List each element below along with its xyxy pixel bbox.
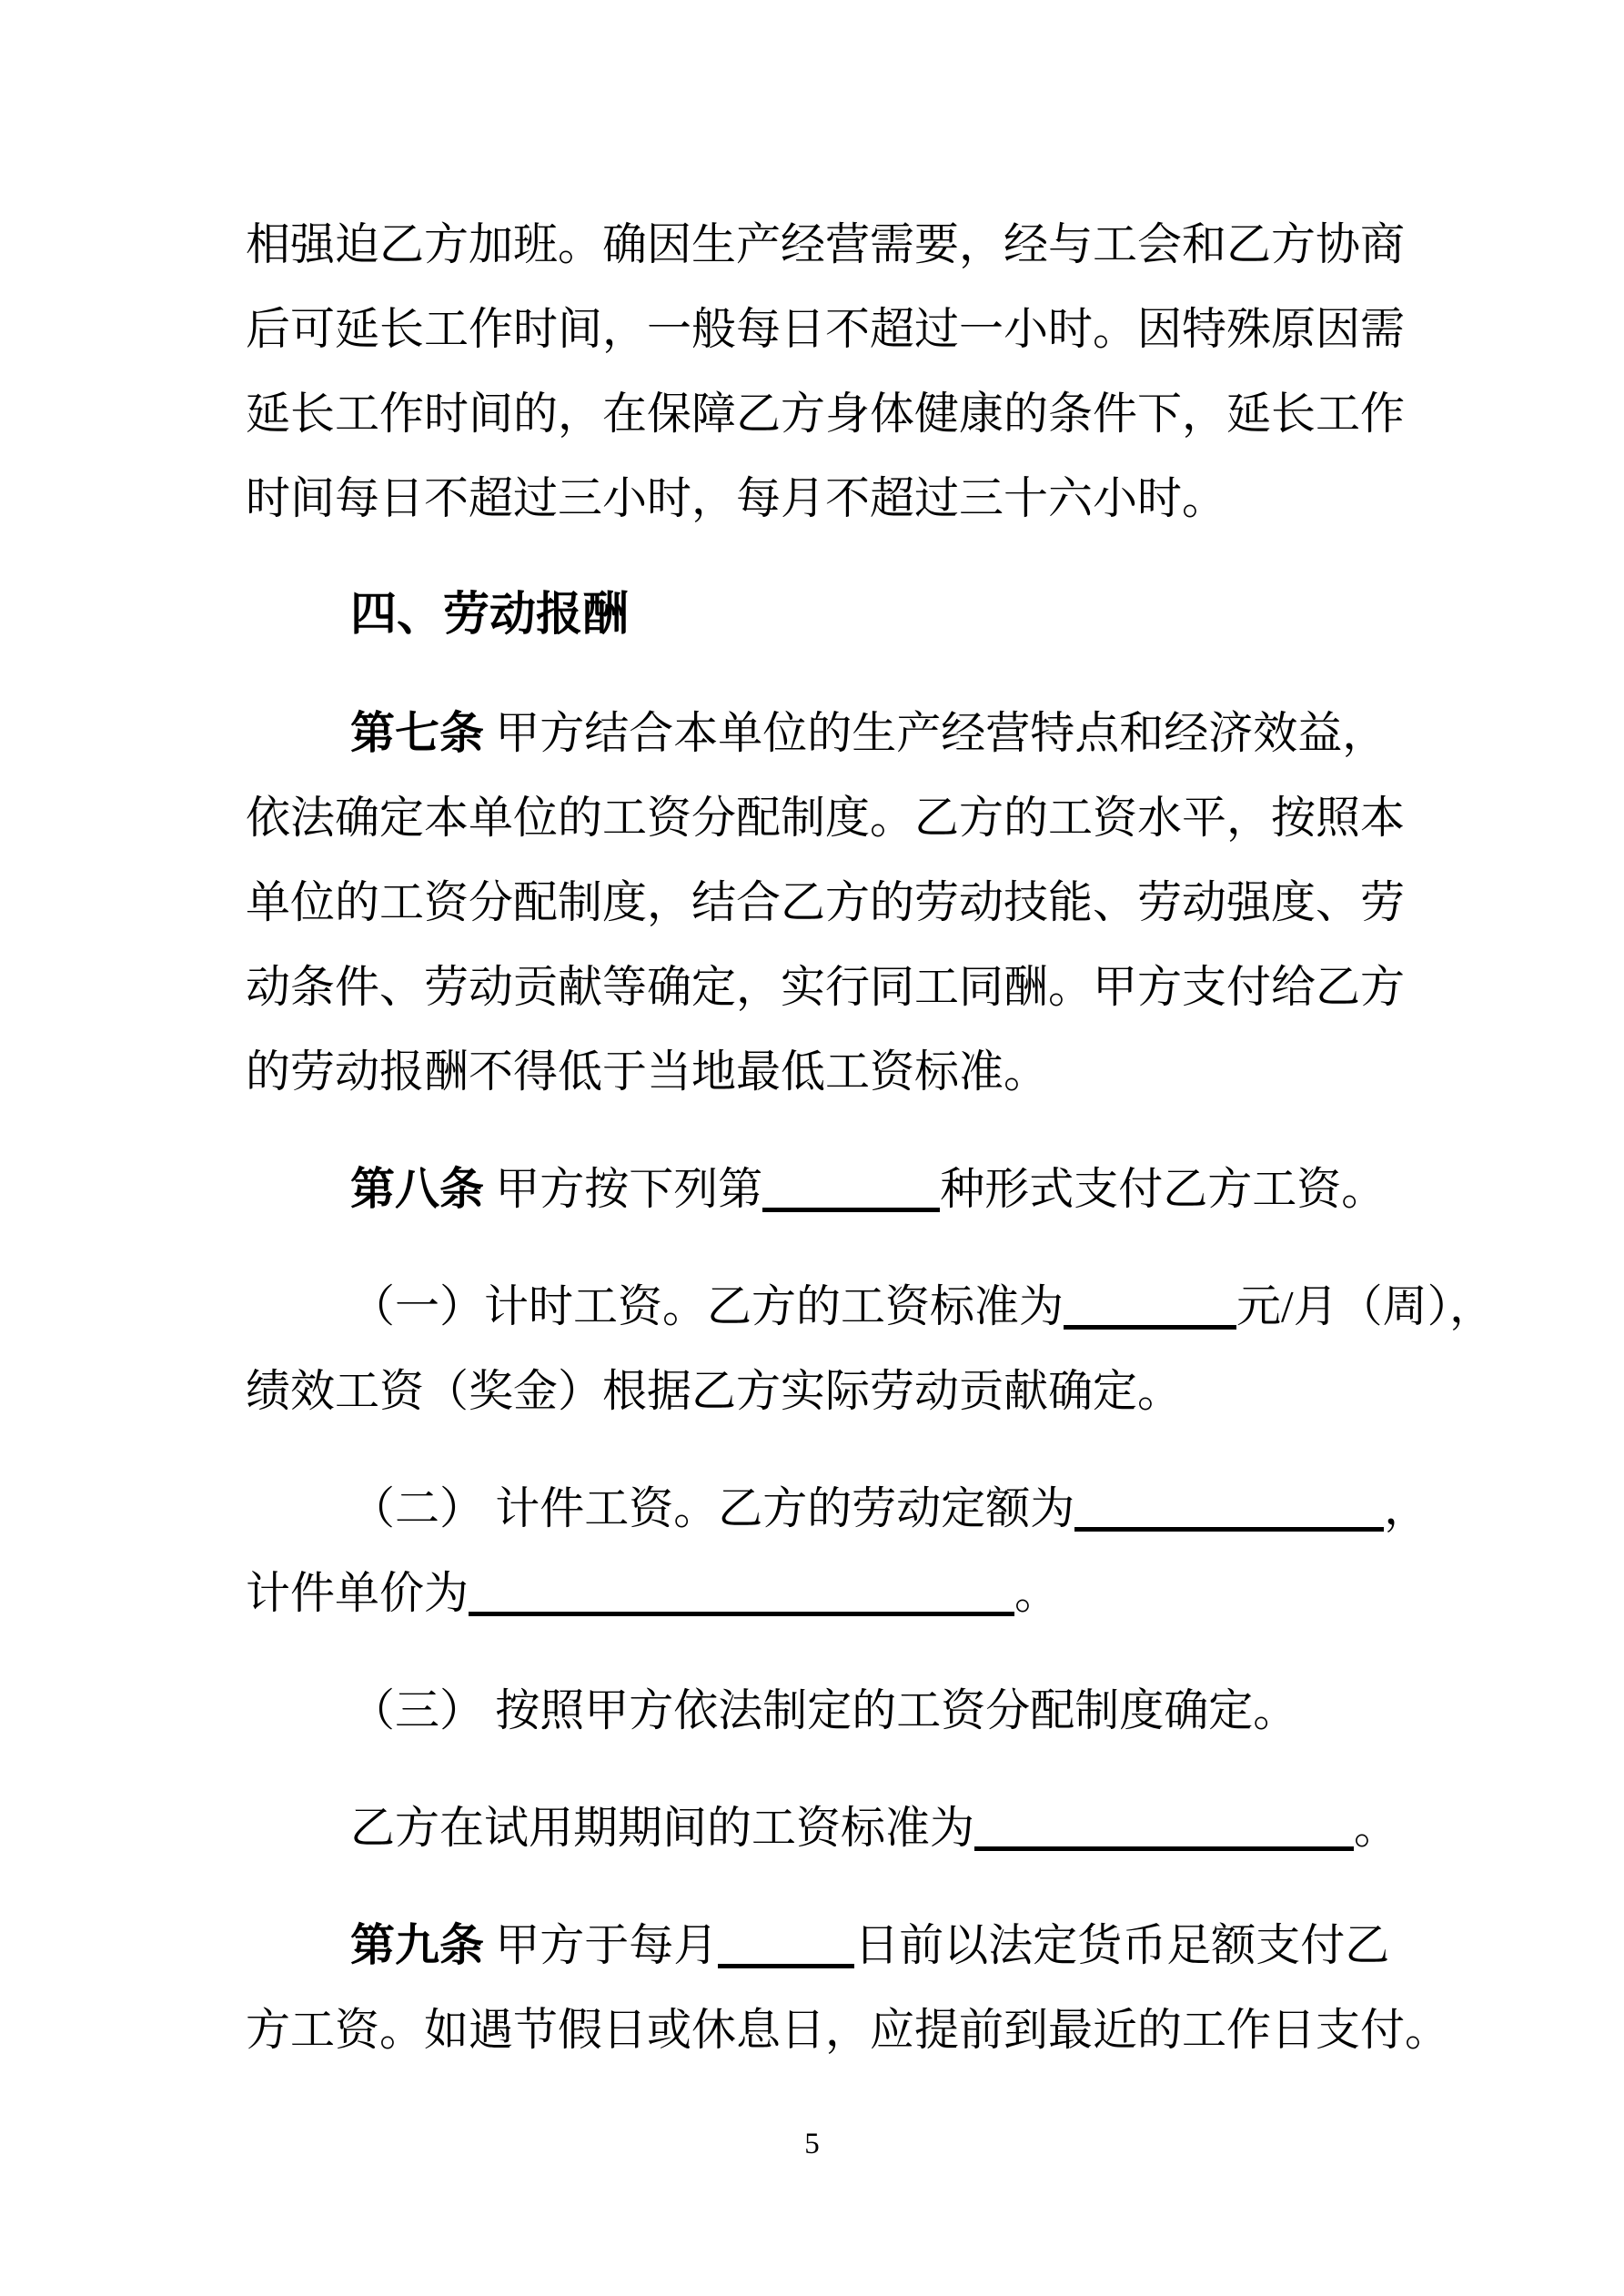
blank-underline-field [974, 1805, 1354, 1851]
blank-underline-field [718, 1922, 854, 1968]
text-segment: 计件单价为 [246, 1568, 469, 1618]
text-segment: 元/月（周）， [1236, 1281, 1495, 1331]
text-segment: （三） 按照甲方依法制定的工资分配制度确定。 [350, 1685, 1298, 1735]
text-segment: 第八条 [350, 1164, 485, 1214]
text-segment: 相强迫乙方加班。确因生产经营需要，经与工会和乙方协商 [246, 219, 1406, 269]
page-number: 5 [804, 2128, 820, 2160]
paragraph [246, 1466, 1429, 1635]
text-line [246, 371, 1410, 456]
text-line [246, 860, 1410, 945]
text-line [246, 287, 1410, 371]
paragraph [246, 1668, 1410, 1753]
text-line [246, 1988, 1450, 2072]
paragraph [246, 202, 1410, 541]
text-line [246, 691, 1410, 775]
text-segment: 动条件、劳动贡献等确定，实行同工同酬。甲方支付给乙方 [246, 962, 1406, 1012]
text-segment: 。 [1354, 1803, 1399, 1853]
paragraph [246, 1147, 1410, 1231]
document-content [246, 202, 1495, 2072]
blank-underline-field [1064, 1283, 1236, 1330]
text-segment: 延长工作时间的，在保障乙方身体健康的条件下，延长工作 [246, 389, 1406, 439]
text-line [246, 573, 1410, 658]
section-heading [246, 573, 1410, 658]
text-segment: 。 [1014, 1568, 1060, 1618]
text-segment: 甲方于每月 [484, 1920, 719, 1970]
text-line [246, 775, 1410, 860]
paragraph [246, 691, 1410, 1114]
text-line [246, 1903, 1410, 1988]
paragraph [246, 1264, 1495, 1433]
text-line [246, 1668, 1410, 1753]
text-segment: 甲方结合本单位的生产经营特点和经济效益， [484, 708, 1387, 758]
text-line [246, 456, 1410, 541]
text-segment: 第九条 [350, 1920, 485, 1970]
text-segment: 种形式支付乙方工资。 [940, 1164, 1387, 1214]
paragraph [246, 1785, 1410, 1870]
text-segment: 依法确定本单位的工资分配制度。乙方的工资水平，按照本 [246, 793, 1406, 843]
blank-underline-field [762, 1166, 940, 1212]
blank-underline-field [1074, 1485, 1384, 1532]
text-segment: 的劳动报酬不得低于当地最低工资标准。 [246, 1047, 1049, 1097]
text-line [246, 1466, 1429, 1551]
text-segment: 后可延长工作时间，一般每日不超过一小时。因特殊原因需 [246, 304, 1406, 354]
text-segment: 日前以法定货币足额支付乙 [854, 1920, 1390, 1970]
text-segment: 四、劳动报酬 [350, 590, 630, 641]
text-segment: （二） 计件工资。乙方的劳动定额为 [350, 1483, 1075, 1533]
paragraph [246, 1903, 1450, 2072]
text-line [246, 202, 1410, 287]
text-segment: （一）计时工资。乙方的工资标准为 [350, 1281, 1064, 1331]
text-segment: 方工资。如遇节假日或休息日，应提前到最近的工作日支付。 [246, 2005, 1450, 2055]
text-segment: ， [1384, 1483, 1429, 1533]
text-segment: 乙方在试用期期间的工资标准为 [350, 1803, 975, 1853]
text-line [246, 1264, 1495, 1349]
blank-underline-field [469, 1570, 1014, 1616]
text-line [246, 1147, 1410, 1231]
text-line [246, 1029, 1410, 1114]
text-segment: 绩效工资（奖金）根据乙方实际劳动贡献确定。 [246, 1366, 1183, 1416]
text-segment: 单位的工资分配制度，结合乙方的劳动技能、劳动强度、劳 [246, 877, 1406, 927]
text-segment: 时间每日不超过三小时，每月不超过三十六小时。 [246, 473, 1227, 523]
text-line [246, 945, 1410, 1029]
text-segment: 甲方按下列第 [484, 1164, 763, 1214]
text-line [246, 1349, 1410, 1433]
text-line [246, 1785, 1410, 1870]
text-segment: 第七条 [350, 708, 485, 758]
text-line [246, 1551, 1410, 1635]
